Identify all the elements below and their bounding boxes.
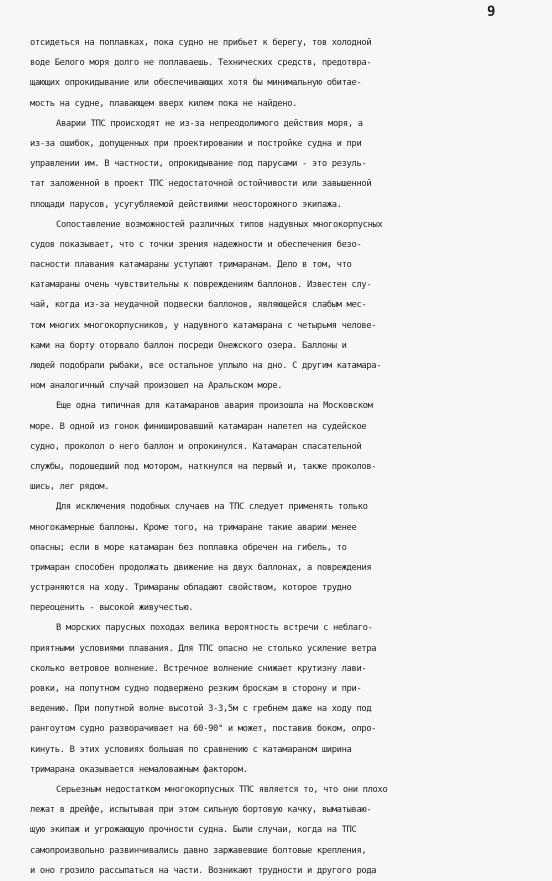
text-line: лежат в дрейфе, испытывая при этом сильную бортовую качку, выматываю- — [30, 805, 372, 816]
body-text — [30, 33, 552, 881]
text-line: Аварии ТПС происходят не из-за непреодолимого действия моря, а — [56, 118, 363, 129]
text-line: Для исключения подобных случаев на ТПС следует применять только — [56, 502, 368, 513]
text-line: приятными условиями плавания. Для ТПС опасно не столько усиление ветра — [30, 643, 377, 654]
text-line: Еще одна типичная для катамаранов авария произошла на Московском — [56, 401, 373, 412]
page-number: 9 — [487, 4, 496, 20]
text-line: том многих многокорпусников, у надувного катамарана с четырьмя челове- — [30, 320, 377, 331]
text-line: самопроизвольно развинчивались давно заржавевшие болтовые крепления, — [30, 845, 367, 856]
text-line: ками на борту оторвало баллон посреди Онежского озера. Баллоны и — [30, 340, 347, 351]
text-line: чай, когда из-за неудачной подвески баллонов, являющейся слабым мес- — [30, 300, 367, 311]
text-line: тримарана оказывается немаловажным фактором. — [30, 764, 248, 775]
text-line: Сопоставление возможностей различных типов надувных многокорпусных — [56, 219, 383, 230]
text-line: пасности плавания катамараны уступают тримаранам. Дело в том, что — [30, 260, 352, 271]
text-line: опасны; если в море катамаран без поплавка обречен на гибель, то — [30, 542, 347, 553]
text-line: рангоутом судно разворачивает на 60-90° и может, поставив боком, опро- — [30, 724, 377, 735]
text-line: тримаран способен продолжать движение на двух баллонах, а повреждения — [30, 562, 372, 573]
text-line: щающих опрокидывание или обеспечивающих хотя бы минимальную обитае- — [30, 78, 362, 89]
text-line: и оно грозило рассыпаться на части. Возникают трудности и другого рода — [30, 865, 377, 876]
text-line: В морских парусных походах велика вероятность встречи с неблаго- — [56, 623, 373, 634]
text-line: ном аналогичный случай произошел на Аральском море. — [30, 381, 283, 392]
text-line: многокамерные баллоны. Кроме того, на тримаране такие аварии менее — [30, 522, 357, 533]
text-line: кинуть. В этих условиях большая по сравнению с катамараном ширина — [30, 744, 352, 755]
text-line: шись, лег рядом. — [30, 482, 110, 493]
text-line: судов показывает, что с точки зрения надежности и обеспечения безо- — [30, 239, 362, 250]
text-line: воде Белого моря долго не поплаваешь. Технических средств, предотвра- — [30, 58, 372, 69]
text-line: из-за ошибок, допущенных при проектировании и постройке судна и при — [30, 138, 362, 149]
text-line: сколько ветровое волнение. Встречное волнение снижает крутизну лави- — [30, 663, 367, 674]
text-line: море. В одной из гонок финишировавший катамаран налетел на судейское — [30, 421, 367, 432]
text-line: службы, подошедший под мотором, наткнулся на первый и, также проколов- — [30, 461, 377, 472]
text-line: ведению. При попутной волне высотой 3-3,5м с гребнем даже на ходу под — [30, 704, 372, 715]
text-line: Серьезным недостатком многокорпусных ТПС является то, что они плохо — [56, 784, 388, 795]
text-line: площади парусов, усугубляемой действиями неосторожного экипажа. — [30, 199, 342, 210]
text-line: судно, проколол о него баллон и опрокинулся. Катамаран спасательной — [30, 441, 362, 452]
text-line: катамараны очень чувствительны к повреждениям баллонов. Известен слу- — [30, 280, 372, 291]
text-line: тат заложенной в проект ТПС недостаточной остойчивости или завышенной — [30, 179, 372, 190]
text-line: переоценить - высокой живучестью. — [30, 603, 194, 614]
text-line: щую экипаж и угрожающую прочности судна. Были случаи, когда на ТПС — [30, 825, 357, 836]
text-line: ровки, на попутном судно подвержено резким броскам в сторону и при- — [30, 684, 362, 694]
text-line: людей подобрали рыбаки, все остальное уплыло на дно. С другим катамара- — [30, 361, 382, 371]
text-line: управлении им. В частности, опрокидывание под парусами - это резуль- — [30, 159, 367, 170]
text-line: устраняются на ходу. Тримараны обладают свойством, которое трудно — [30, 583, 352, 594]
text-line: мость на судне, плавающем вверх килем пока не найдено. — [30, 98, 298, 109]
text-line: отсидеться на поплавках, пока судно не прибьет к берегу, тов холодной — [30, 38, 372, 48]
